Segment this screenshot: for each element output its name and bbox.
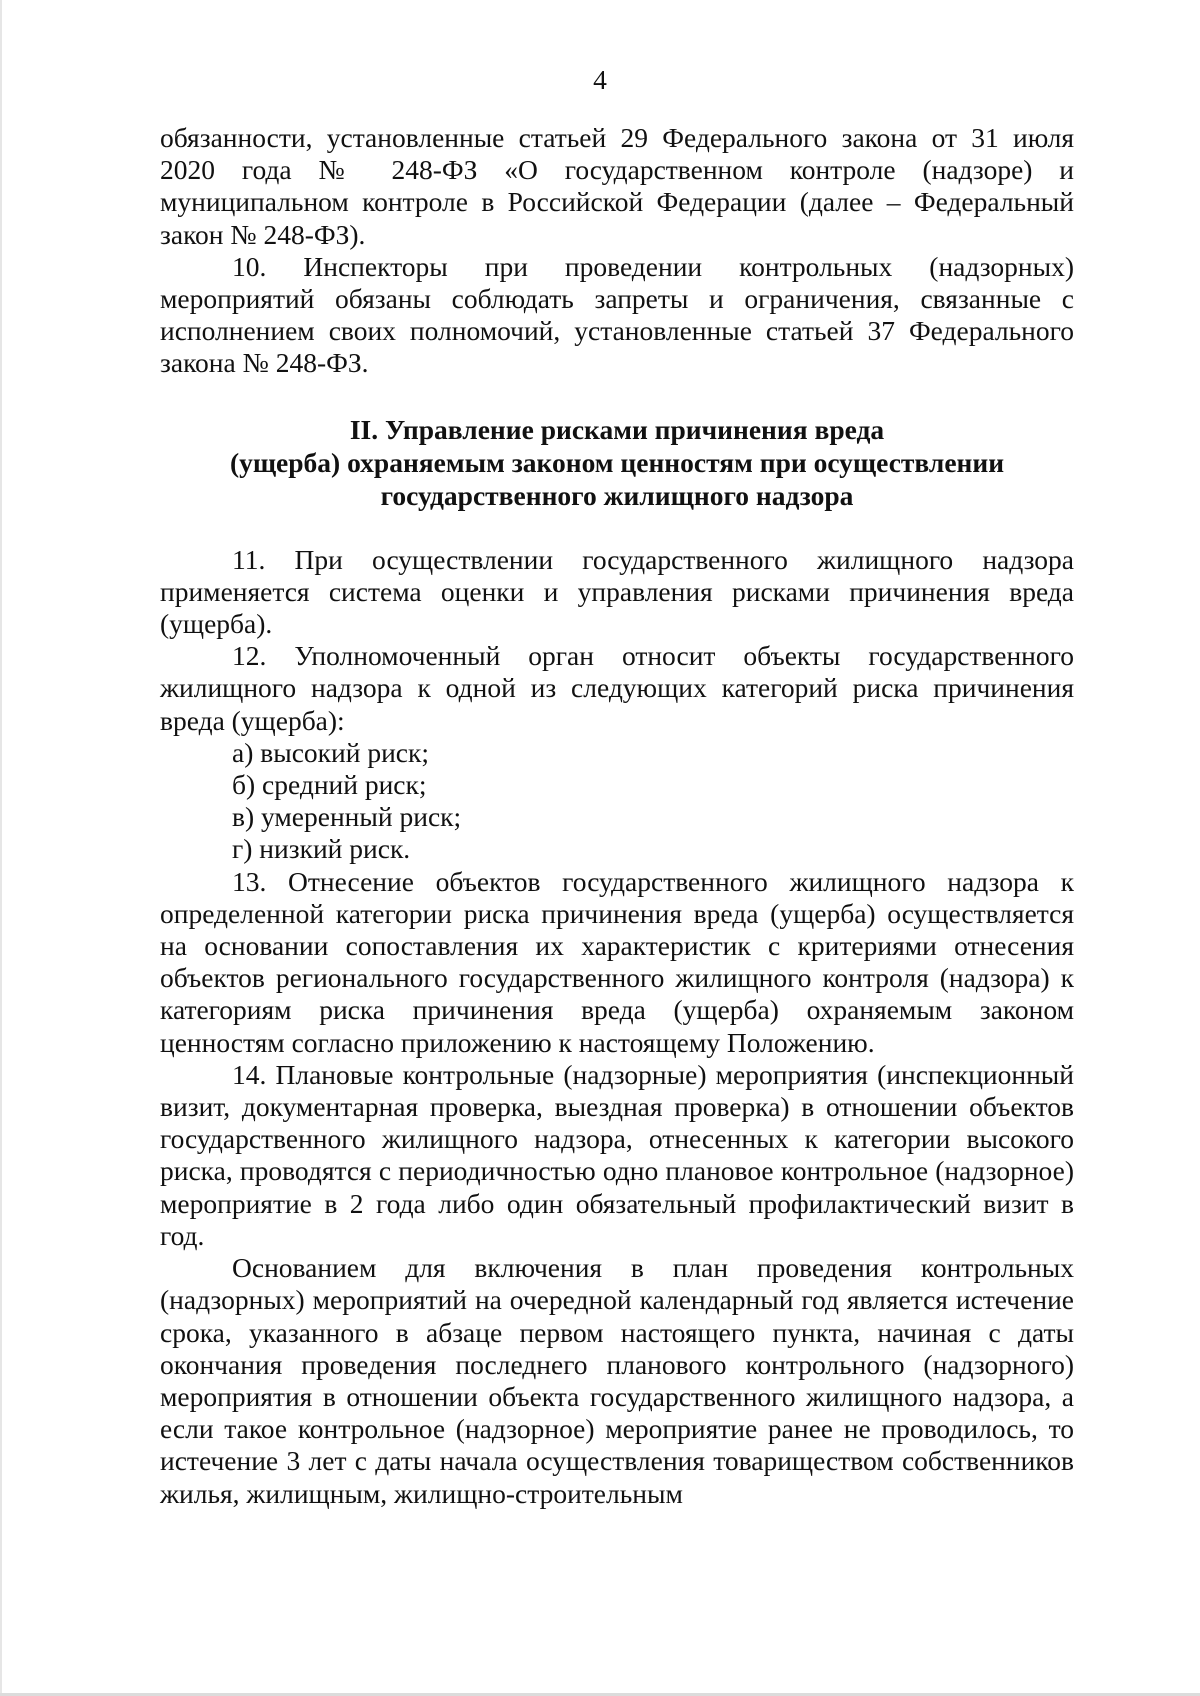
section-heading-line-1: II. Управление рисками причинения вреда xyxy=(349,413,885,445)
risk-category-high: а) высокий риск; xyxy=(232,736,429,768)
paragraph-item-14-basis: Основанием для включения в план проведения контрольных (надзорных) мероприятий на очередной календарный год является истечение срока, указанного в абзаце первом настоящего пункта, начиная с даты окончания проведения последнего планового контрольного (надзорного) мероприятия в отношении объекта государственного жилищного надзора, а если такое контрольное (надзорное) мероприятие ранее не проводилось, то истечение 3 лет с даты начала осуществления товариществом собственников жилья, жилищным, жилищно-строительным xyxy=(160,1252,1074,1509)
page-number: 4 xyxy=(593,64,607,95)
paragraph-continuation: обязанности, установленные статьей 29 Федерального закона от 31 июля 2020 года № 248-ФЗ «О государственном контроле (надзоре) и муниципальном контроле в Российской Федерации (далее – Федеральный закон № 248-ФЗ). xyxy=(160,122,1074,250)
paragraph-item-14: 14. Плановые контрольные (надзорные) мероприятия (инспекционный визит, документарная проверка, выездная проверка) в отношении объектов государственного жилищного надзора, отнесенных к категории высокого риска, проводятся с периодичностью одно плановое контрольное (надзорное) мероприятие в 2 года либо один обязательный профилактический визит в год. xyxy=(160,1058,1074,1251)
paragraph-item-13: 13. Отнесение объектов государственного жилищного надзора к определенной категории риска причинения вреда (ущерба) осуществляется на основании сопоставления их характеристик с критериями отнесения объектов регионального государственного жилищного контроля (надзора) к категориям риска причинения вреда (ущерба) охраняемым законом ценностям согласно приложению к настоящему Положению. xyxy=(160,865,1074,1058)
section-heading-line-2: (ущерба) охраняемым законом ценностям при осуществлении xyxy=(229,446,1005,478)
scan-edge-left xyxy=(0,0,2,1696)
paragraph-item-12: 12. Уполномоченный орган относит объекты государственного жилищного надзора к одной из следующих категорий риска причинения вреда (ущерба): xyxy=(160,640,1074,736)
section-heading xyxy=(160,413,1074,512)
risk-category-moderate: в) умеренный риск; xyxy=(232,801,462,833)
paragraph-item-10: 10. Инспекторы при проведении контрольных (надзорных) мероприятий обязаны соблюдать запреты и ограничения, связанные с исполнением своих полномочий, установленные статьей 37 Федерального закона № 248-ФЗ. xyxy=(160,250,1074,379)
risk-category-low: г) низкий риск. xyxy=(232,833,411,865)
section-heading-line-3: государственного жилищного надзора xyxy=(380,479,854,511)
paragraph-item-11: 11. При осуществлении государственного жилищного надзора применяется система оценки и управления рисками причинения вреда (ущерба). xyxy=(160,543,1074,640)
risk-category-medium: б) средний риск; xyxy=(232,769,427,801)
document-body xyxy=(160,122,1074,1510)
